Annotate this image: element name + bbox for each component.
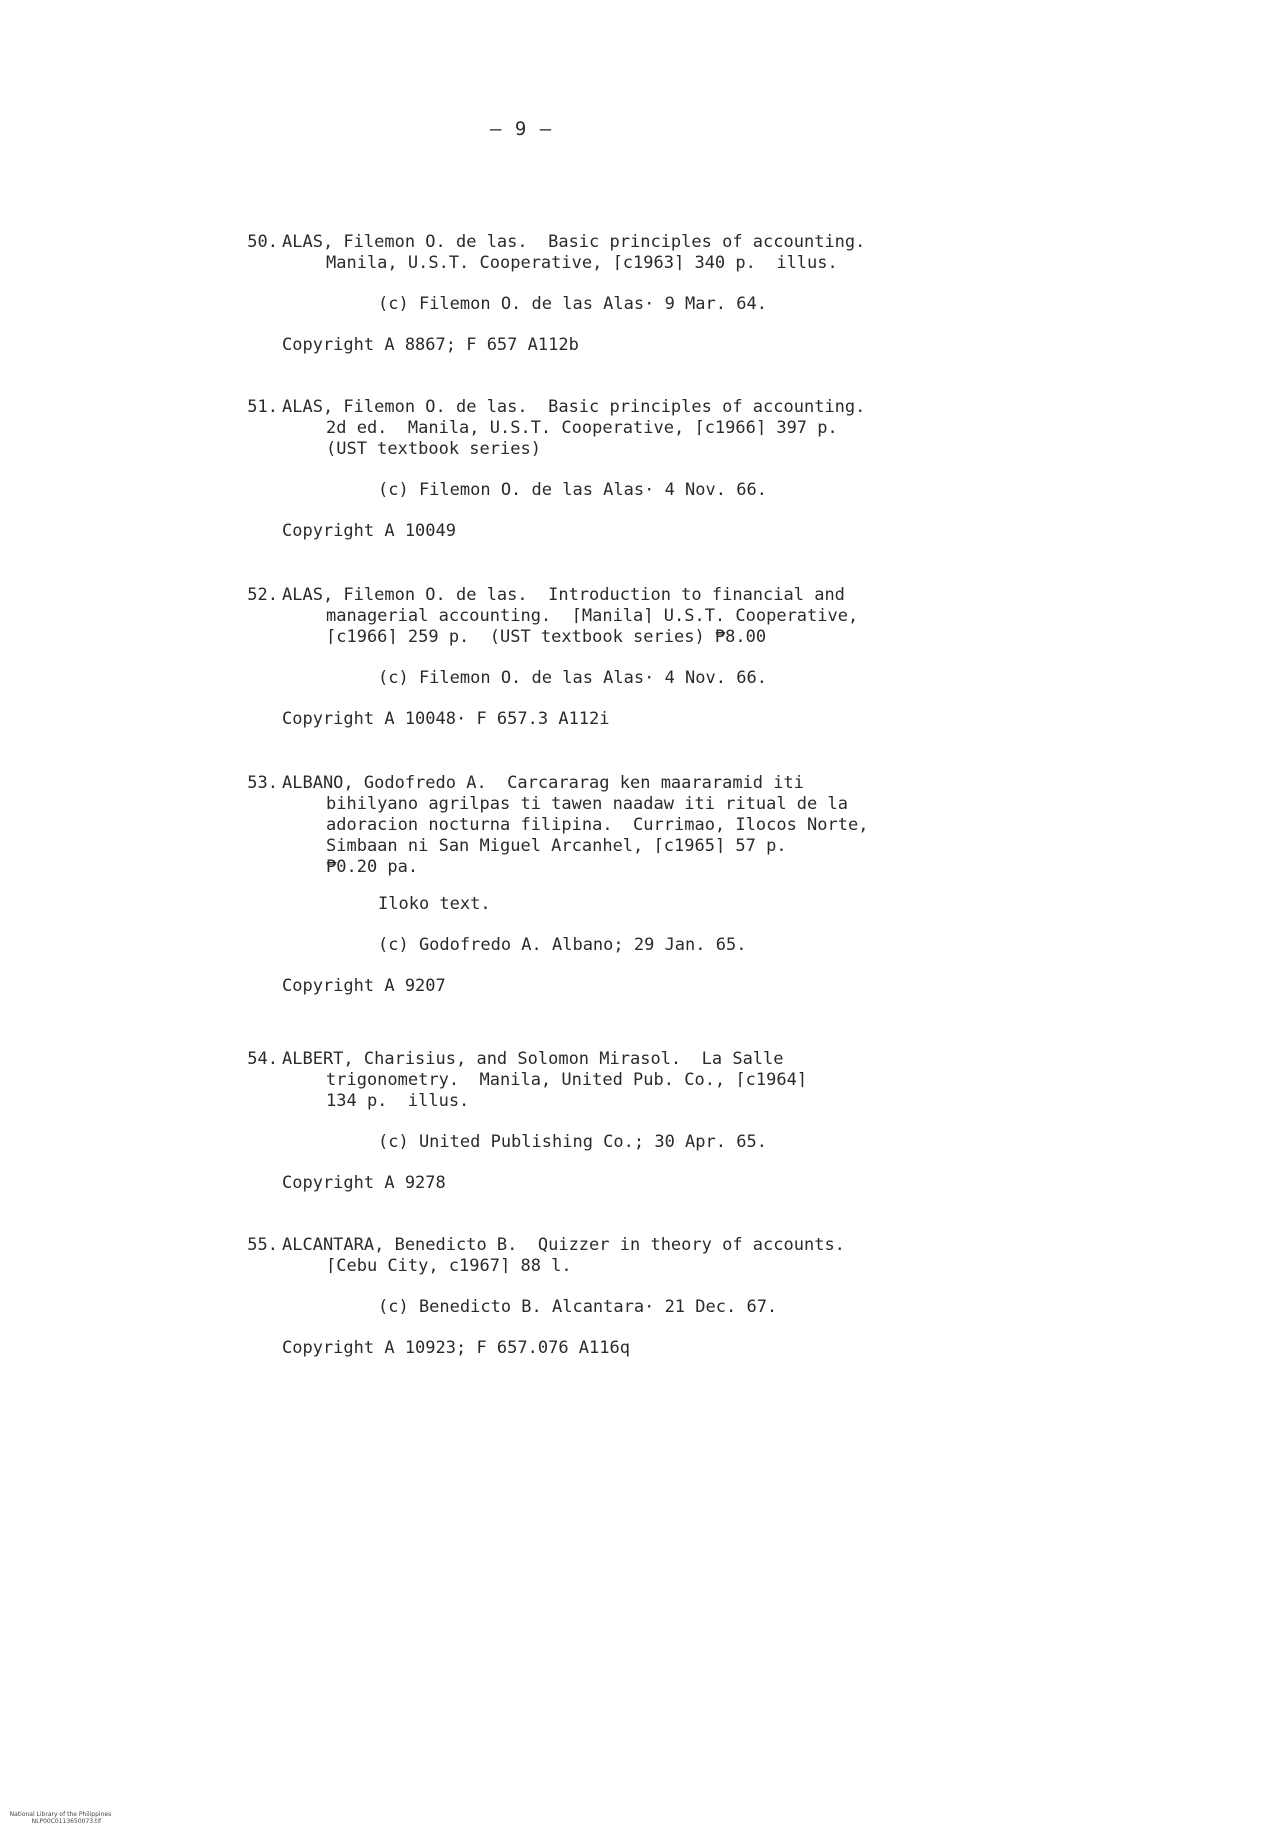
scan-footer bbox=[2, 1804, 111, 1832]
entry-line: (UST textbook series) bbox=[326, 439, 541, 459]
entry-line: ₱0.20 pa. bbox=[326, 857, 419, 877]
catalog-entry-54 bbox=[230, 1049, 930, 1194]
entry-line: ALBANO, Godofredo A. Carcararag ken maararamid iti bbox=[282, 773, 804, 793]
entry-line: ALCANTARA, Benedicto B. Quizzer in theory of accounts. bbox=[282, 1235, 845, 1255]
entry-line: ALBERT, Charisius, and Solomon Mirasol. La Salle bbox=[282, 1049, 784, 1069]
copyright-claimant: (c) Filemon O. de las Alas· 9 Mar. 64. bbox=[378, 294, 767, 314]
entry-line: ⌈Cebu City, c1967⌉ 88 l. bbox=[326, 1256, 572, 1276]
entry-line: 2d ed. Manila, U.S.T. Cooperative, ⌈c1966⌉ 397 p. bbox=[326, 418, 838, 438]
copyright-claimant: (c) Benedicto B. Alcantara· 21 Dec. 67. bbox=[378, 1297, 778, 1317]
copyright-claimant: (c) United Publishing Co.; 30 Apr. 65. bbox=[378, 1132, 767, 1152]
entry-line: Simbaan ni San Miguel Arcanhel, ⌈c1965⌉ 57 p. bbox=[326, 836, 787, 856]
catalog-entry-53 bbox=[230, 773, 930, 997]
entry-line: managerial accounting. ⌈Manila⌉ U.S.T. Cooperative, bbox=[326, 606, 859, 626]
entry-note: Iloko text. bbox=[378, 894, 491, 914]
copyright-registration: Copyright A 8867; F 657 A112b bbox=[282, 335, 579, 355]
footer-file: NLP00C0113650073.tif bbox=[31, 1818, 102, 1825]
entry-line: trigonometry. Manila, United Pub. Co., ⌈c1964⌉ bbox=[326, 1070, 808, 1090]
entry-line: bihilyano agrilpas ti tawen naadaw iti ritual de la bbox=[326, 794, 848, 814]
entry-line: ⌈c1966⌉ 259 p. (UST textbook series) ₱8.00 bbox=[326, 627, 767, 647]
entry-number: 55. bbox=[247, 1235, 278, 1255]
entry-line: ALAS, Filemon O. de las. Basic principles of accounting. bbox=[282, 232, 866, 252]
entry-line: 134 p. illus. bbox=[326, 1091, 470, 1111]
entry-number: 53. bbox=[247, 773, 278, 793]
entry-line: Manila, U.S.T. Cooperative, ⌈c1963⌉ 340 p. illus. bbox=[326, 253, 838, 273]
entry-number: 54. bbox=[247, 1049, 278, 1069]
page-number: — 9 — bbox=[490, 118, 553, 140]
footer-library: National Library of the Philippines bbox=[9, 1811, 112, 1818]
catalog-entry-52 bbox=[230, 585, 930, 730]
copyright-registration: Copyright A 9278 bbox=[282, 1173, 446, 1193]
entry-line: adoracion nocturna filipina. Currimao, Ilocos Norte, bbox=[326, 815, 869, 835]
catalog-entry-55 bbox=[230, 1235, 930, 1359]
copyright-claimant: (c) Godofredo A. Albano; 29 Jan. 65. bbox=[378, 935, 747, 955]
copyright-registration: Copyright A 10048· F 657.3 A112i bbox=[282, 709, 610, 729]
copyright-claimant: (c) Filemon O. de las Alas· 4 Nov. 66. bbox=[378, 480, 767, 500]
entry-number: 50. bbox=[247, 232, 278, 252]
entry-number: 51. bbox=[247, 397, 278, 417]
entry-line: ALAS, Filemon O. de las. Introduction to financial and bbox=[282, 585, 845, 605]
copyright-registration: Copyright A 9207 bbox=[282, 976, 446, 996]
entry-line: ALAS, Filemon O. de las. Basic principles of accounting. bbox=[282, 397, 866, 417]
copyright-registration: Copyright A 10923; F 657.076 A116q bbox=[282, 1338, 630, 1358]
entry-number: 52. bbox=[247, 585, 278, 605]
copyright-claimant: (c) Filemon O. de las Alas· 4 Nov. 66. bbox=[378, 668, 767, 688]
copyright-registration: Copyright A 10049 bbox=[282, 521, 456, 541]
catalog-entry-51 bbox=[230, 397, 930, 542]
catalog-entry-50 bbox=[230, 232, 930, 356]
